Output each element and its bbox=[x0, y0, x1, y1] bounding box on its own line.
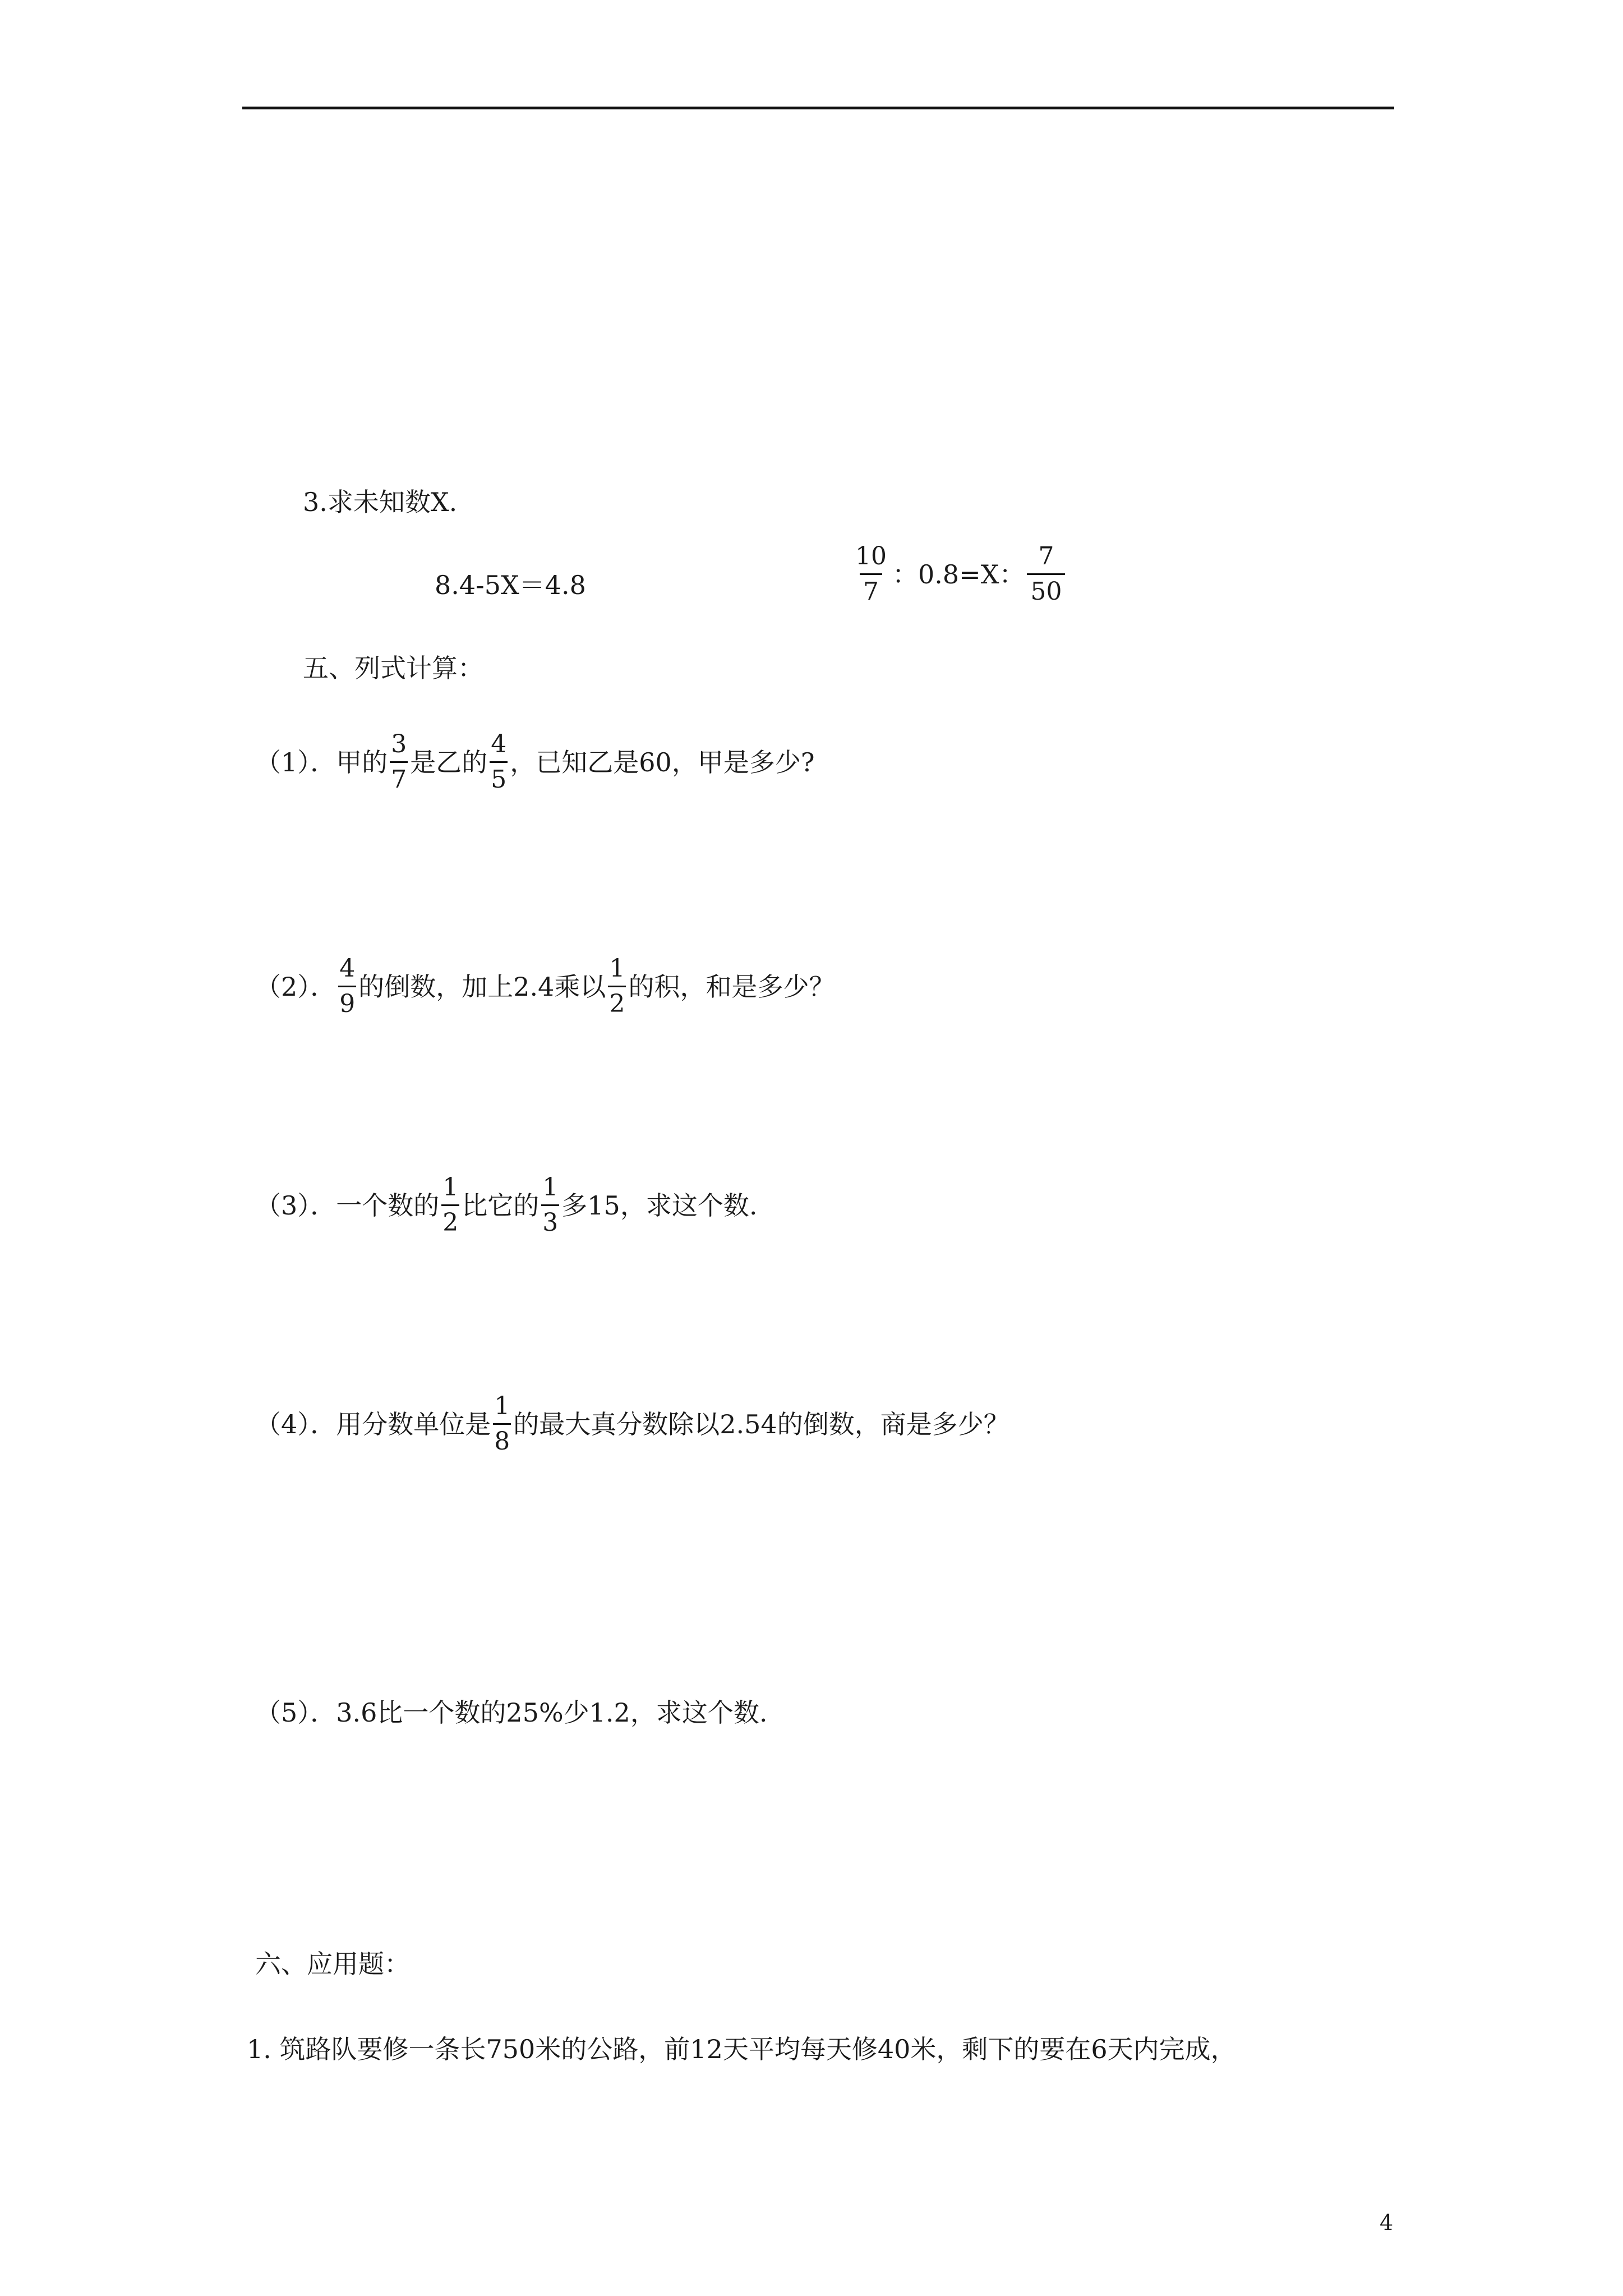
fraction: $\frac{1}{8}$ bbox=[494, 1392, 510, 1456]
question-3: （3）．一个数的 $\frac{1}{2}$ 比它的 $\frac{1}{3}$ 多15，求这个数. bbox=[255, 1173, 758, 1237]
fraction: $\frac{10}{7}$ bbox=[855, 542, 887, 606]
question-4: （4）．用分数单位是 $\frac{1}{8}$ 的最大真分数除以2.54的倒数，商是多少？ bbox=[255, 1392, 1009, 1456]
fraction: $\frac{7}{50}$ bbox=[1027, 544, 1065, 604]
fraction: $\frac{1}{3}$ bbox=[542, 1173, 559, 1237]
fraction: $\frac{1}{2}$ bbox=[442, 1173, 459, 1237]
header-rule bbox=[242, 107, 1394, 109]
fraction: $\frac{1}{2}$ bbox=[609, 954, 625, 1018]
question-1: （1）．甲的 $\frac{3}{7}$ 是乙的 $\frac{4}{5}$ ，已知乙是60，甲是多少? bbox=[255, 730, 815, 794]
application-question-1: 1. 筑路队要修一条长750米的公路，前12天平均每天修40米，剩下的要在6天内完成， bbox=[247, 2034, 1237, 2064]
page-number: 4 bbox=[1380, 2210, 1394, 2235]
equation-2: $\frac{10}{7}$ ：0.8=X： $\frac{7}{50}$ bbox=[850, 544, 1067, 604]
question-5: （5）．3.6比一个数的25%少1.2，求这个数. bbox=[255, 1697, 768, 1728]
section-5-title: 五、列式计算： bbox=[303, 653, 483, 683]
section-3-title: 3.求未知数X. bbox=[303, 487, 458, 517]
fraction: $\frac{4}{9}$ bbox=[339, 954, 356, 1018]
section-6-title: 六、应用题： bbox=[255, 1949, 410, 1979]
fraction: $\frac{3}{7}$ bbox=[391, 730, 407, 794]
equation-1: 8.4-5X＝4.8 bbox=[435, 570, 586, 600]
fraction: $\frac{4}{5}$ bbox=[491, 730, 507, 794]
question-2: （2）． $\frac{4}{9}$ 的倒数，加上2.4乘以 $\frac{1}{2}$ 的积，和是多少？ bbox=[255, 954, 835, 1018]
